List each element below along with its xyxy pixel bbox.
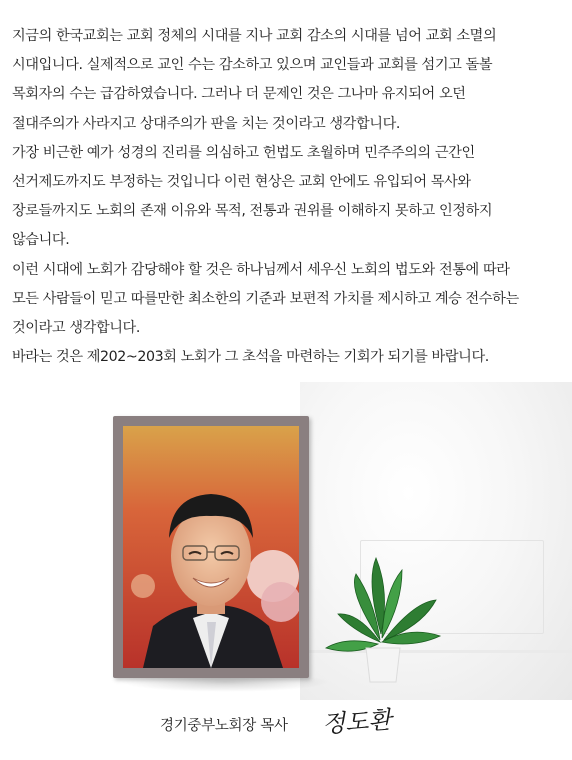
author-affiliation: 경기중부노회장 목사 [160, 718, 288, 734]
message-line: 가장 비근한 예가 성경의 진리를 의심하고 헌법도 초월하며 민주주의의 근간인 [12, 144, 475, 161]
portrait-image [123, 426, 299, 668]
message-line: 선거제도까지도 부정하는 것입니다 이런 현상은 교회 안에도 유입되어 목사와 [12, 174, 471, 191]
potted-plant-icon [318, 552, 448, 684]
message-line: 바라는 것은 제202~203회 노회가 그 초석을 마련하는 기회가 되기를 바랍니다. [12, 349, 489, 366]
message-line: 장로들까지도 노회의 존재 이유와 목적, 전통과 권위를 이해하지 못하고 인정하지 [12, 203, 493, 220]
portrait-scene [0, 382, 572, 700]
signature-row [0, 700, 572, 750]
message-line: 지금의 한국교회는 교회 정체의 시대를 지나 교회 감소의 시대를 넘어 교회 소멸의 [12, 28, 497, 44]
message-line: 않습니다. [12, 232, 70, 249]
message-line: 시대입니다. 실제적으로 교인 수는 감소하고 있으며 교인들과 교회를 섬기고 돌볼 [12, 57, 493, 74]
message-line: 모든 사람들이 믿고 따를만한 최소한의 기준과 보편적 가치를 제시하고 계승 전수하는 [12, 290, 519, 307]
portrait-frame [113, 416, 309, 678]
message-line: 절대주의가 사라지고 상대주의가 판을 치는 것이라고 생각합니다. [12, 115, 401, 132]
message-line: 것이라고 생각합니다. [12, 320, 140, 337]
message-line: 이런 시대에 노회가 감당해야 할 것은 하나님께서 세우신 노회의 법도와 전통에 따라 [12, 261, 510, 278]
portrait-photo [123, 426, 299, 668]
message-body [12, 22, 568, 372]
svg-text:정도환: 정도환 [321, 705, 393, 739]
handwritten-signature [318, 702, 408, 742]
message-line: 목회자의 수는 급감하였습니다. 그러나 더 문제인 것은 그나마 유지되어 오던 [12, 86, 466, 103]
